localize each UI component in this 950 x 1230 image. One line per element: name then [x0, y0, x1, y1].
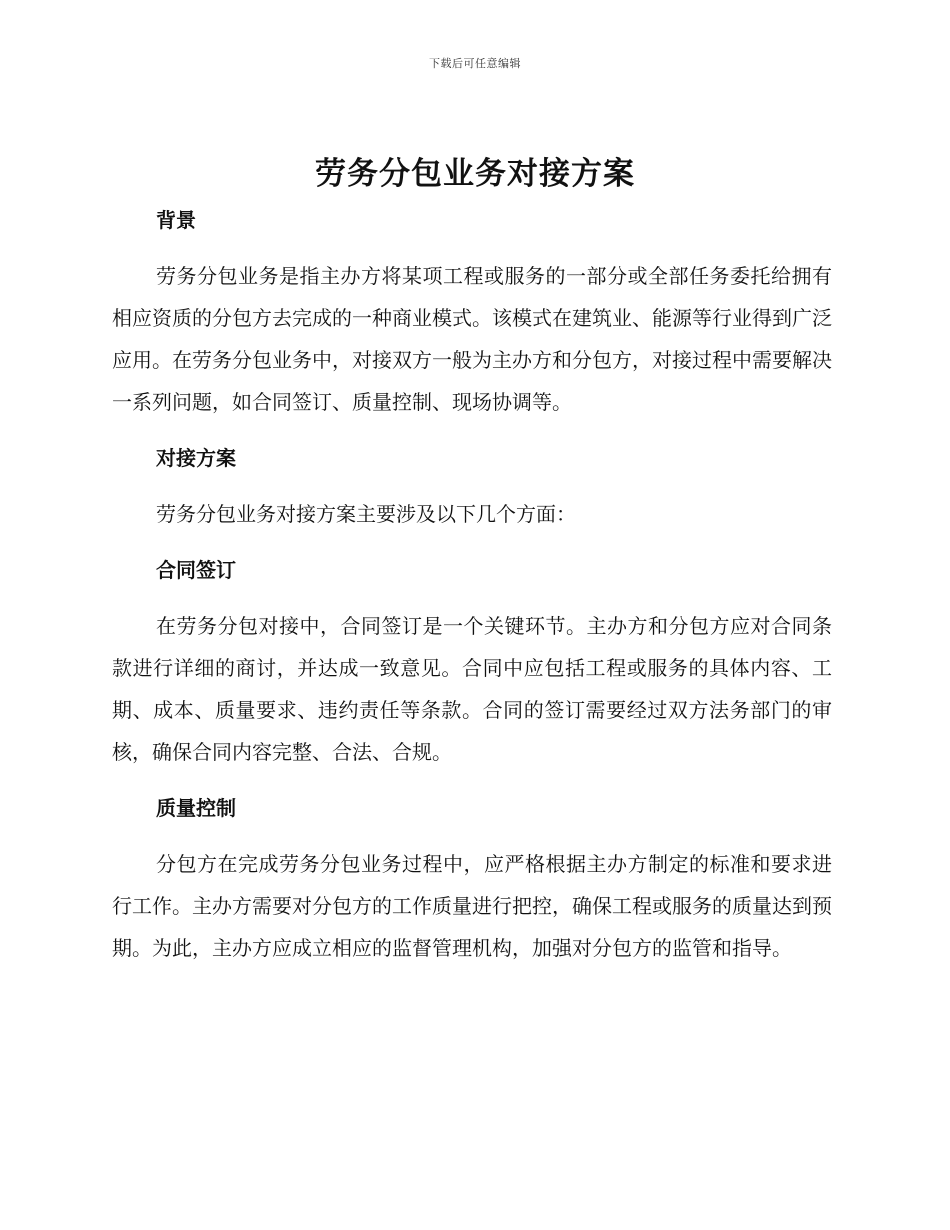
section-quality	[112, 791, 832, 969]
section-paragraph: 劳务分包业务是指主办方将某项工程或服务的一部分或全部任务委托给拥有相应资质的分包方去完成的一种商业模式。该模式在建筑业、能源等行业得到广泛应用。在劳务分包业务中，对接双方一般为主办方和分包方，对接过程中需要解决一系列问题，如合同签订、质量控制、现场协调等。	[112, 264, 832, 414]
header-note: 下载后可任意编辑	[429, 57, 521, 70]
section-heading: 背景	[156, 208, 196, 232]
section-paragraph: 在劳务分包对接中，合同签订是一个关键环节。主办方和分包方应对合同条款进行详细的商讨，并达成一致意见。合同中应包括工程或服务的具体内容、工期、成本、质量要求、违约责任等条款。合同的签订需要经过双方法务部门的审核，确保合同内容完整、合法、合规。	[112, 614, 832, 764]
section-plan	[112, 441, 832, 553]
section-paragraph: 劳务分包业务对接方案主要涉及以下几个方面：	[156, 502, 576, 526]
section-background	[112, 203, 832, 441]
section-heading: 合同签订	[156, 558, 236, 582]
section-paragraph: 分包方在完成劳务分包业务过程中，应严格根据主办方制定的标准和要求进行工作。主办方需要对分包方的工作质量进行把控，确保工程或服务的质量达到预期。为此，主办方应成立相应的监督管理机构，加强对分包方的监管和指导。	[112, 852, 832, 960]
document-title: 劳务分包业务对接方案	[315, 156, 635, 192]
section-contract	[112, 553, 832, 791]
document-body	[112, 203, 832, 969]
section-heading: 质量控制	[156, 796, 236, 820]
section-heading: 对接方案	[156, 446, 236, 470]
